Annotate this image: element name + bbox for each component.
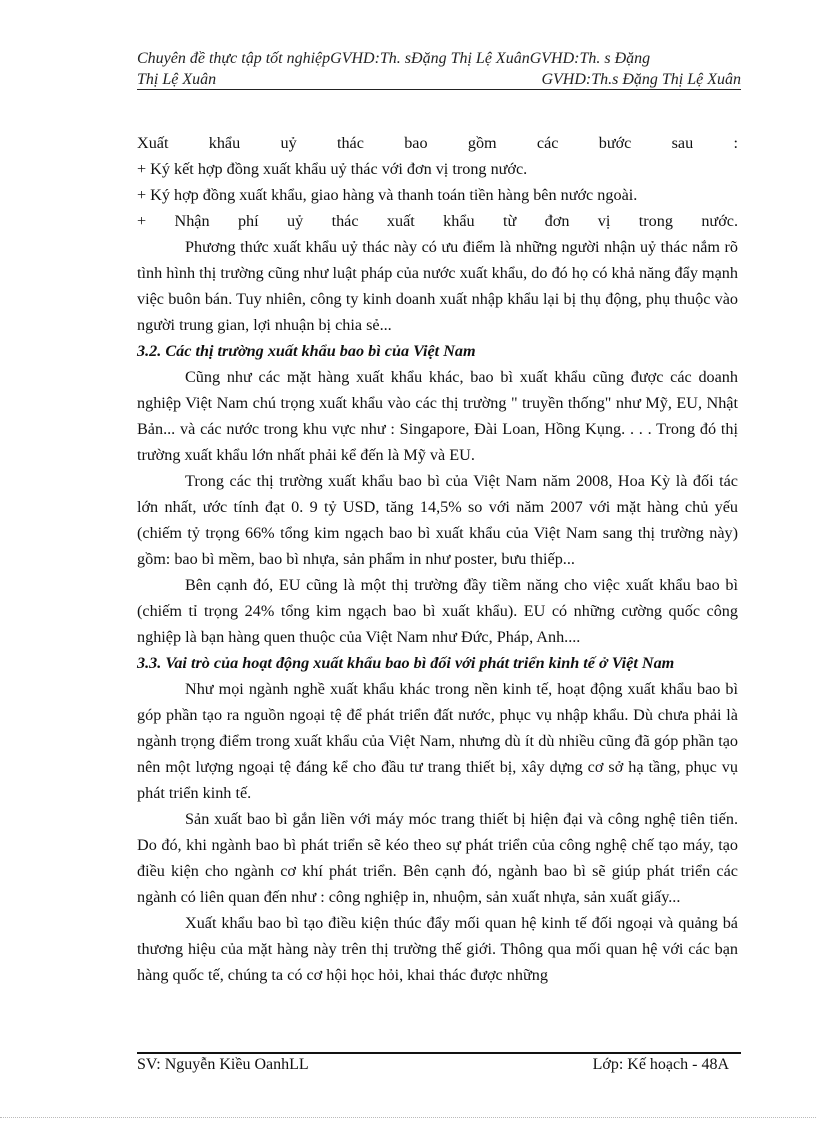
paragraph-us-market: Trong các thị trường xuất khẩu bao bì của Việt Nam năm 2008, Hoa Kỳ là đối tác lớn nhất, ước tính đạt 0. 9 tỷ USD, tăng 14,5% so với năm 2007 với mặt hàng chủ yếu (chiếm tỷ trọng 66% tổng kim ngạch bao bì xuất khẩu của Việt Nam sang thị trường này) gồm: bao bì mềm, bao bì nhựa, sản phẩm in như poster, bưu thiếp... [137, 472, 738, 568]
paragraph-foreign-currency: Như mọi ngành nghề xuất khẩu khác trong nền kinh tế, hoạt động xuất khẩu bao bì góp phần tạo ra nguồn ngoại tệ để phát triển đất nước, phục vụ nhập khẩu. Dù chưa phải là ngành trọng điểm trong xuất khẩu của Việt Nam, nhưng dù ít dù nhiều cũng đã góp phần tạo nên một lượng ngoại tệ đáng kể cho đầu tư trang thiết bị, xây dựng cơ sở hạ tầng, phục vụ phát triển kinh tế. [137, 680, 738, 802]
page-bottom-edge [0, 1117, 816, 1118]
page-header [137, 48, 741, 90]
paragraph-markets: Cũng như các mặt hàng xuất khẩu khác, bao bì xuất khẩu cũng được các doanh nghiệp Việt Nam chú trọng xuất khẩu vào các thị trường " truyền thống" như Mỹ, EU, Nhật Bản... và các nước trong khu vực như : Singapore, Đài Loan, Hồng Kụng. . . . Trong đó thị trường xuất khẩu lớn nhất phải kể đến là Mỹ và EU. [137, 368, 738, 464]
page-body [137, 130, 738, 988]
footer-class: Lớp: Kế hoạch - 48A [592, 1056, 729, 1073]
paragraph-method-advantages: Phương thức xuất khẩu uỷ thác này có ưu điểm là những người nhận uỷ thác nắm rõ tình hình thị trường cũng như luật pháp của nước xuất khẩu, do đó họ có khả năng đẩy mạnh việc buôn bán. Tuy nhiên, công ty kinh doanh xuất nhập khẩu lại bị thụ động, phụ thuộc vào người trung gian, lợi nhuận bị chia sẻ... [137, 238, 738, 334]
section-heading-3-2: 3.2. Các thị trường xuất khẩu bao bì của Việt Nam [137, 342, 476, 360]
footer-divider [137, 1052, 741, 1054]
paragraph-steps-intro: Xuất khẩu uỷ thác bao gồm các bước sau : [137, 134, 738, 152]
header-divider [137, 89, 741, 90]
paragraph-step-1: + Ký kết hợp đồng xuất khẩu uỷ thác với đơn vị trong nước. [137, 160, 528, 178]
paragraph-technology: Sản xuất bao bì gắn liền với máy móc trang thiết bị hiện đại và công nghệ tiên tiến. Do đó, khi ngành bao bì phát triển sẽ kéo theo sự phát triển của công nghệ chế tạo máy, tạo điều kiện cho ngành cơ khí phát triển. Bên cạnh đó, ngành bao bì sẽ giúp phát triển các ngành có liên quan đến như : công nghiệp in, nhuộm, sản xuất nhựa, sản xuất giấy... [137, 810, 738, 906]
paragraph-step-3: + Nhận phí uỷ thác xuất khẩu từ đơn vị trong nước. [137, 212, 738, 230]
section-heading-3-3: 3.3. Vai trò của hoạt động xuất khẩu bao bì đối với phát triển kinh tế ở Việt Nam [137, 654, 675, 672]
paragraph-step-2: + Ký hợp đồng xuất khẩu, giao hàng và thanh toán tiền hàng bên nước ngoài. [137, 186, 638, 204]
header-line-2 [137, 69, 741, 90]
header-line-1: Chuyên đề thực tập tốt nghiệpGVHD:Th. sĐặng Thị Lệ XuânGVHD:Th. s Đặng [137, 50, 651, 67]
footer-student: SV: Nguyễn Kiều OanhLL [137, 1056, 309, 1073]
header-right-text: GVHD:Th.s Đặng Thị Lệ Xuân [541, 71, 741, 88]
header-left-text: Thị Lệ Xuân [137, 71, 217, 88]
paragraph-external-relations: Xuất khẩu bao bì tạo điều kiện thúc đẩy mối quan hệ kinh tế đối ngoại và quảng bá thương hiệu của mặt hàng này trên thị trường thế giới. Thông qua mối quan hệ với các bạn hàng quốc tế, chúng ta có cơ hội học hỏi, khai thác được những [137, 914, 738, 984]
page-footer [137, 1056, 729, 1074]
paragraph-eu-market: Bên cạnh đó, EU cũng là một thị trường đầy tiềm năng cho việc xuất khẩu bao bì (chiếm tỉ trọng 24% tổng kim ngạch bao bì xuất khẩu). EU có những cường quốc công nghiệp là bạn hàng quen thuộc của Việt Nam như Đức, Pháp, Anh.... [137, 576, 738, 646]
